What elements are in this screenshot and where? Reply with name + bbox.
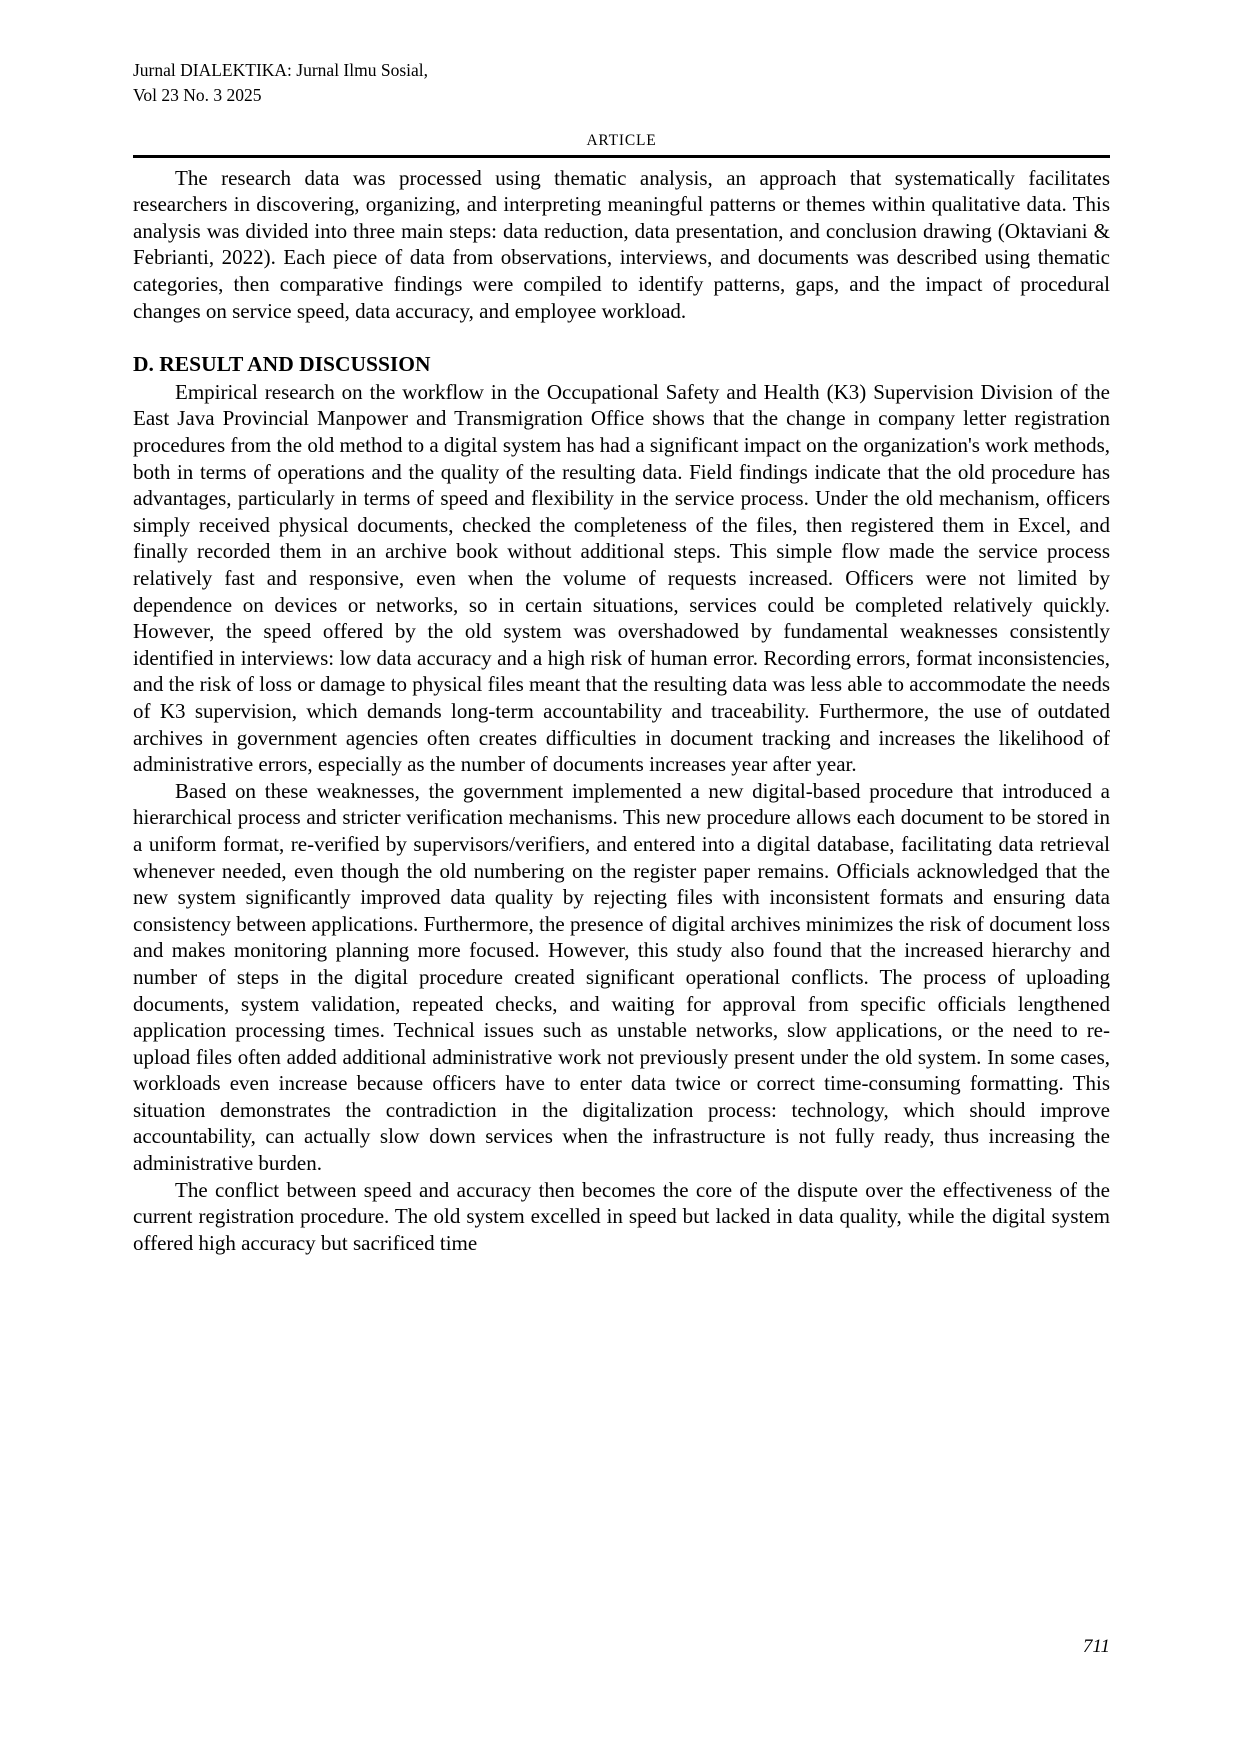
journal-title: Jurnal DIALEKTIKA: Jurnal Ilmu Sosial, — [133, 60, 429, 80]
body-paragraph: The conflict between speed and accuracy then becomes the core of the dispute over the effectiveness of the current registration procedure. The old system excelled in speed but lacked in data quality, while the digital system offered high accuracy but sacrificed time — [133, 1177, 1110, 1255]
article-body — [133, 165, 1110, 1257]
body-paragraph: Empirical research on the workflow in the Occupational Safety and Health (K3) Supervision Division of the East Java Provincial Manpower and Transmigration Office shows that the change in company letter registration procedures from the old method to a digital system has had a significant impact on the organization's work methods, both in terms of operations and the quality of the resulting data. Field findings indicate that the old procedure has advantages, particularly in terms of speed and flexibility in the service process. Under the old mechanism, officers simply received physical documents, checked the completeness of the files, then registered them in Excel, and finally recorded them in an archive book without additional steps. This simple flow made the service process relatively fast and responsive, even when the volume of requests increased. Officers were not limited by dependence on devices or networks, so in certain situations, services could be completed relatively quickly. However, the speed offered by the old system was overshadowed by fundamental weaknesses consistently identified in interviews: low data accuracy and a high risk of human error. Recording errors, format inconsistencies, and the risk of loss or damage to physical files meant that the resulting data was less able to accommodate the needs of K3 supervision, which demands long-term accountability and traceability. Furthermore, the use of outdated archives in government agencies often creates difficulties in document tracking and increases the likelihood of administrative errors, especially as the number of documents increases year after year. — [133, 379, 1110, 777]
article-type-label: ARTICLE — [586, 131, 657, 149]
page-number: 711 — [1082, 1636, 1110, 1657]
intro-paragraph: The research data was processed using thematic analysis, an approach that systematically facilitates researchers in discovering, organizing, and interpreting meaningful patterns or themes within qualitative data. This analysis was divided into three main steps: data reduction, data presentation, and conclusion drawing (Oktaviani & Febrianti, 2022). Each piece of data from observations, interviews, and documents was described using thematic categories, then comparative findings were compiled to identify patterns, gaps, and the impact of procedural changes on service speed, data accuracy, and employee workload. — [133, 165, 1110, 323]
section-heading-result-discussion: D. RESULT AND DISCUSSION — [133, 352, 431, 377]
journal-header — [133, 58, 1110, 108]
journal-volume: Vol 23 No. 3 2025 — [133, 84, 262, 105]
body-paragraph: Based on these weaknesses, the government implemented a new digital-based procedure that introduced a hierarchical process and stricter verification mechanisms. This new procedure allows each document to be stored in a uniform format, re-verified by supervisors/verifiers, and entered into a digital database, facilitating data retrieval whenever needed, even though the old numbering on the register paper remains. Officials acknowledged that the new system significantly improved data quality by rejecting files with inconsistent formats and ensuring data consistency between applications. Furthermore, the presence of digital archives minimizes the risk of document loss and makes monitoring planning more focused. However, this study also found that the increased hierarchy and number of steps in the digital procedure created significant operational conflicts. The process of uploading documents, system validation, repeated checks, and waiting for approval from specific officials lengthened application processing times. Technical issues such as unstable networks, slow applications, or the need to re-upload files often added additional administrative work not previously present under the old system. In some cases, workloads even increase because officers have to enter data twice or correct time-consuming formatting. This situation demonstrates the contradiction in the digitalization process: technology, which should improve accountability, can actually slow down services when the infrastructure is not fully ready, thus increasing the administrative burden. — [133, 778, 1110, 1176]
header-divider — [133, 155, 1110, 158]
